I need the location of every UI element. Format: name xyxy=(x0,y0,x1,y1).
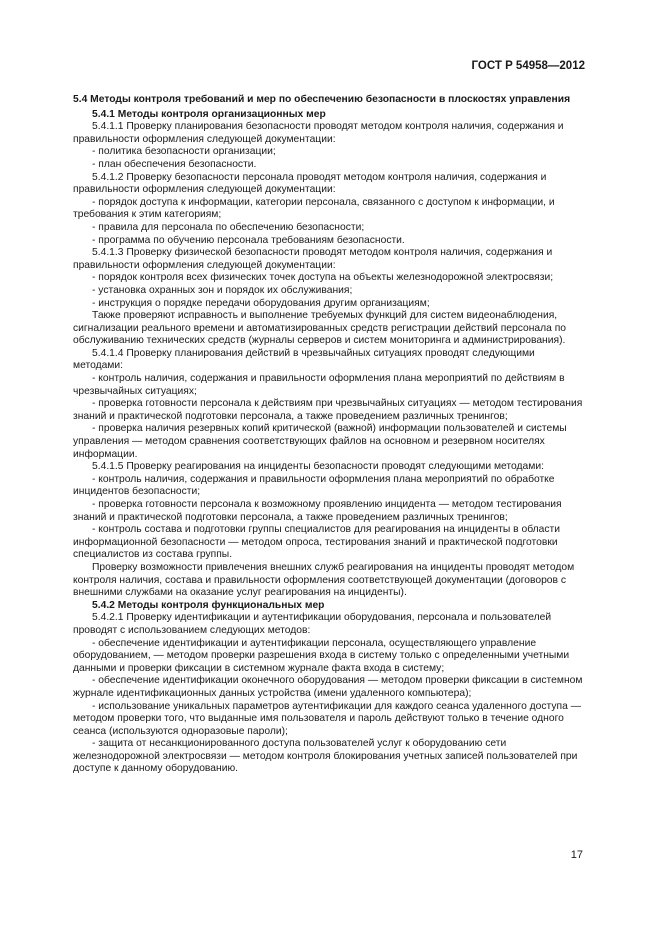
paragraph: Также проверяют исправность и выполнение требуемых функций для систем видеонаблюдения, сигнализации реального времени и автоматизированных средств регистрации действий персонала по обслуживанию технических средств (журналы серверов и систем мониторинга и администрирования). xyxy=(73,310,567,347)
paragraph: - правила для персонала по обеспечению безопасности; xyxy=(92,221,365,233)
paragraph: - политика безопасности организации; xyxy=(92,146,276,158)
paragraph: - инструкция о порядке передачи оборудования другим организациям; xyxy=(92,297,430,309)
paragraph: - обеспечение идентификации и аутентификации персонала, осуществляющего управление оборудованием, — методом проверки разрешения входа в систему только с определенными учетными данными и проверки фиксации в системном журнале факта входа в систему; xyxy=(73,637,570,674)
paragraph: 5.4.1.2 Проверку безопасности персонала проводят методом контроля наличия, содержания и правильности оформления следующей документации: xyxy=(73,171,547,196)
paragraph: 5.4.1 Методы контроля организационных мер xyxy=(92,108,326,120)
document-body xyxy=(73,94,583,776)
paragraph: 5.4 Методы контроля требований и мер по обеспечению безопасности в плоскостях управления xyxy=(73,94,571,105)
paragraph: - порядок доступа к информации, категории персонала, связанного с доступом к информации, и требования к этим категориям; xyxy=(73,196,555,221)
paragraph: - проверка наличия резервных копий критической (важной) информации пользователей и системы управления — методом сравнения соответствующих файлов на основном и резервном носителях информации. xyxy=(73,423,567,460)
paragraph: 5.4.1.1 Проверку планирования безопасности проводят методом контроля наличия, содержания и правильности оформления следующей документации: xyxy=(73,121,564,145)
paragraph: - обеспечение идентификации оконечного оборудования — методом проверки фиксации в системном журнале идентификационных данных устройства (имени удаленного компьютера); xyxy=(73,675,583,699)
paragraph: 5.4.2 Методы контроля функциональных мер xyxy=(92,599,325,611)
paragraph: - проверка готовности персонала к действиям при чрезвычайных ситуациях — методом тестирования знаний и практической подготовки персонала, а также проведением различных тренингов; xyxy=(73,398,583,422)
paragraph: - план обеспечения безопасности. xyxy=(92,158,257,170)
paragraph: - защита от несанкционированного доступа пользователей услуг к оборудованию сети железнодорожной электросвязи — методом контроля блокирования учетных записей пользователей при доступе к данному оборудованию. xyxy=(73,738,578,775)
standard-header: ГОСТ Р 54958—2012 xyxy=(471,60,585,72)
paragraph: - установка охранных зон и порядок их обслуживания; xyxy=(92,284,353,296)
page-number: 17 xyxy=(570,849,583,861)
paragraph: Проверку возможности привлечения внешних служб реагирования на инциденты проводят методом контроля наличия, состава и правильности оформления соответствующей документации (договоров с внешними службами на оказание услуг реагирования на инциденты). xyxy=(73,561,575,599)
paragraph: 5.4.1.5 Проверку реагирования на инциденты безопасности проводят следующими методами: xyxy=(92,461,544,473)
paragraph: - программа по обучению персонала требованиям безопасности. xyxy=(92,234,405,246)
paragraph: - контроль наличия, содержания и правильности оформления плана мероприятий по действиям в чрезвычайных ситуациях; xyxy=(73,373,565,397)
paragraph: 5.4.1.4 Проверку планирования действий в чрезвычайных ситуациях проводят следующими методами: xyxy=(73,347,535,372)
paragraph: - контроль состава и подготовки группы специалистов для реагирования на инциденты в области информационной безопасности — методом опроса, тестирования знаний и практической подготовки специалистов из состава группы. xyxy=(73,524,561,561)
paragraph: - проверка готовности персонала к возможному проявлению инцидента — методом тестирования знаний и практической подготовки персонала, а также проведением различных тренингов; xyxy=(73,499,562,523)
paragraph: - порядок контроля всех физических точек доступа на объекты железнодорожной электросвязи; xyxy=(92,272,554,284)
paragraph: - контроль наличия, содержания и правильности оформления плана мероприятий по обработке инцидентов безопасности; xyxy=(73,473,555,498)
paragraph: 5.4.1.3 Проверку физической безопасности проводят методом контроля наличия, содержания и правильности оформления следующей документации: xyxy=(73,247,553,271)
paragraph: - использование уникальных параметров аутентификации для каждого сеанса удаленного доступа — методом проверки того, что выданные имя пользователя и пароль действуют только в течение одного сеанса (используются одноразовые пароли); xyxy=(73,700,581,737)
paragraph: 5.4.2.1 Проверку идентификации и аутентификации оборудования, персонала и пользователей проводят с использованием следующих методов: xyxy=(73,612,552,636)
